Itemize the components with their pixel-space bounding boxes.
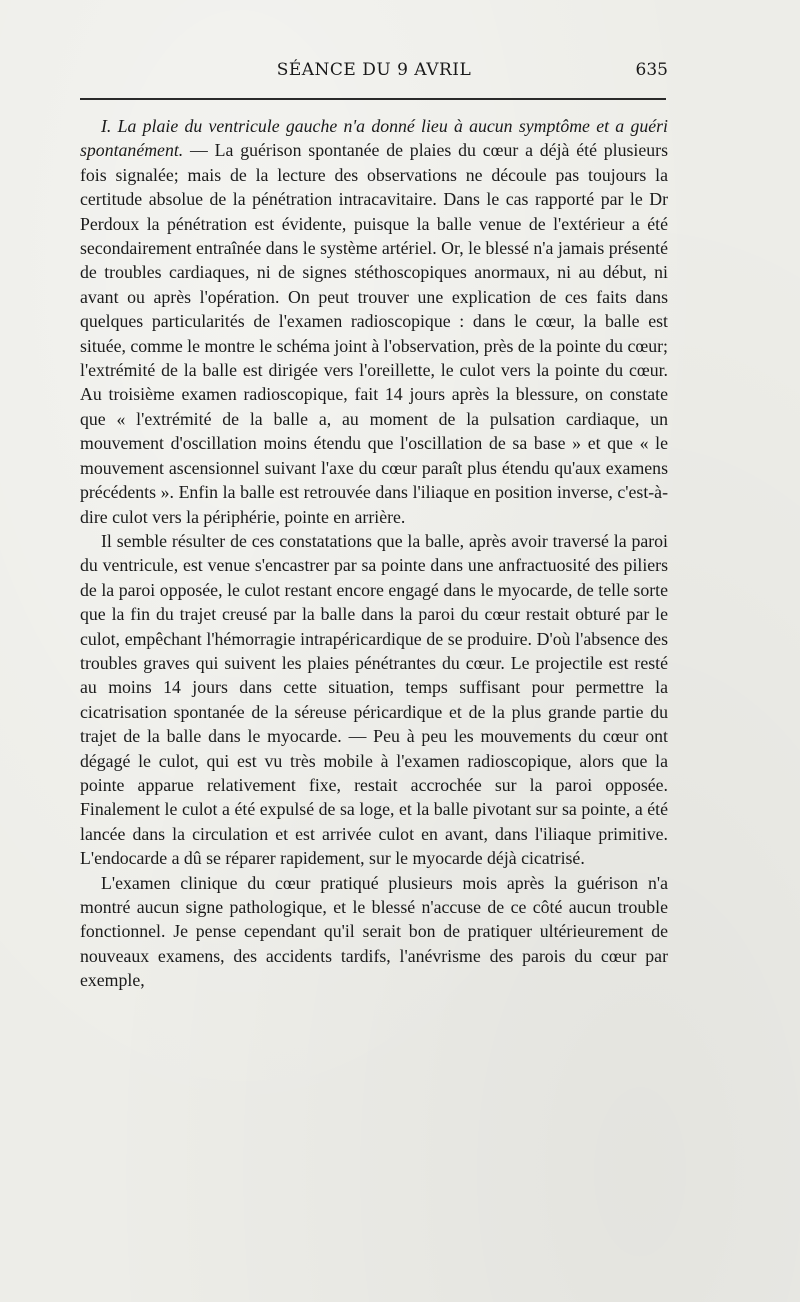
paragraph-2: Il semble résulter de ces constatations que la balle, après avoir traversé la paroi du ventricule, est venue s'encastrer par sa pointe dans une anfractuosité des piliers de la paroi opposée, le culot restant encore engagé dans le myocarde, de telle sorte que la fin du trajet creusé par la balle dans la paroi du cœur restait obturé par le culot, empêchant l'hémorragie intrapéricardique de se produire. D'où l'absence des troubles graves qui suivent les plaies pénétrantes du cœur. Le projectile est resté au moins 14 jours dans cette situation, temps suffisant pour permettre la cicatrisation spontanée de la séreuse péricardique et de la plus grande partie du trajet de la balle dans le myocarde. — Peu à peu les mouvements du cœur ont dégagé le culot, qui est vu très mobile à l'examen radioscopique, alors que la pointe apparue relativement fixe, restait accrochée sur la paroi opposée. Finalement le culot a été expulsé de sa loge, et la balle pivotant sur sa pointe, a été lancée dans la circulation et est arrivée culot en avant, dans l'iliaque primitive. L'endocarde a dû se réparer rapidement, sur le myocarde déjà cicatrisé. <box>80 530 668 869</box>
paragraph-1 <box>80 114 668 529</box>
page-number: 635 <box>635 60 668 80</box>
paragraph-1-text: — La guérison spontanée de plaies du cœur a déjà été plusieurs fois signalée; mais de la lecture des observations ne découle pas toujours la certitude absolue de la pénétration intracavitaire. Dans le cas rapporté par le Dr Perdoux la pénétration est évidente, puisque la balle venue de l'extérieur a été secondairement entraînée dans le système artériel. Or, le blessé n'a jamais présenté de troubles cardiaques, ni de signes stéthoscopiques anormaux, ni au début, ni avant ou après l'opération. On peut trouver une explication de ces faits dans quelques particularités de l'examen radioscopique : dans le cœur, la balle est située, comme le montre le schéma joint à l'observation, près de la pointe du cœur; l'extrémité de la balle est dirigée vers l'oreillette, le culot vers la pointe du cœur. Au troisième examen radioscopique, fait 14 jours après la blessure, on constate que « l'extrémité de la balle a, au moment de la pulsation cardiaque, un mouvement d'oscillation moins étendu que l'oscillation de sa base » et que « le mouvement ascensionnel suivant l'axe du cœur paraît plus étendu qu'aux examens précédents ». Enfin la balle est retrouvée dans l'iliaque en position inverse, c'est-à-dire culot vers la périphérie, pointe en arrière. <box>80 140 668 527</box>
paragraph-3: L'examen clinique du cœur pratiqué plusieurs mois après la guérison n'a montré aucun signe pathologique, et le blessé n'accuse de ce côté aucun trouble fonctionnel. Je pense cependant qu'il serait bon de pratiquer ultérieurement de nouveaux examens, des accidents tardifs, l'anévrisme des parois du cœur par exemple, <box>80 872 668 991</box>
header-rule <box>80 98 666 100</box>
running-head: SÉANCE DU 9 AVRIL <box>276 60 472 80</box>
paragraph-1-lead: I. La plaie du ventricule gauche n'a donné lieu à aucun symptôme et a guéri spontanément. <box>80 116 668 161</box>
page-header <box>80 60 668 84</box>
body-text <box>80 114 668 993</box>
